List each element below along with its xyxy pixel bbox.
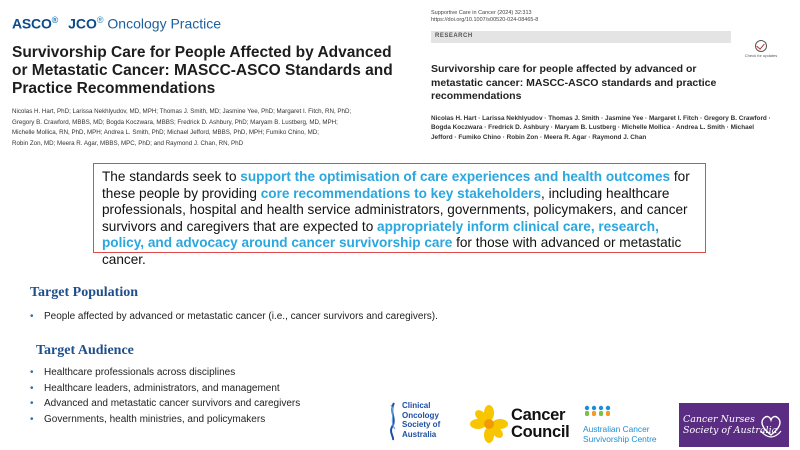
author-line: Robin Zon, MD; Meera R. Agar, MBBS, MPC, PhD; and Raymond J. Chan, RN, PhD [12,139,244,147]
journal-brand-row [12,10,407,36]
doi-link[interactable]: https://doi.org/10.1007/s00520-024-08465-8 [431,17,539,23]
list-item: • Healthcare professionals across disciplines [30,365,300,381]
jco-oncology-practice-logo: JCO® Oncology Practice [68,14,222,32]
heart-hands-icon [758,411,784,439]
right-paper-authors: Nicolas H. Hart · Larissa Nekhlyudov · Thomas J. Smith · Jasmine Yee · Margaret I. Fitch · Gregory B. Crawford · Bogda Koczwara · Fredrick D. Ashbury · Maryam B. Lustberg · Michelle Mollica · Andrea L. Smith · Michael Jefford · Fumiko Chino · Robin Zon · Meera R. Agar · Raymond J. Chan [431,114,771,142]
journal-citation: Supportive Care in Cancer (2024) 32:313 [431,10,532,16]
check-for-updates-badge[interactable]: Check for updates [748,40,774,62]
cosa-mark-icon [388,401,398,441]
cancer-council-logo: Cancer Council [470,404,570,444]
callout-text: for those with advanced or metastatic cancer. [102,235,682,267]
target-audience-list [30,365,300,427]
list-item: • Governments, health ministries, and policymakers [30,412,300,428]
right-paper-header [431,10,781,143]
callout-highlight: core recommendations to key stakeholders [260,185,542,201]
section-bar: RESEARCH [431,31,731,43]
list-item: • People affected by advanced or metastatic cancer (i.e., cancer survivors and caregivers). [30,311,438,322]
daffodil-icon [470,405,508,443]
callout-text: The standards seek to [102,169,241,184]
left-paper-header [12,10,407,149]
acsc-people-icon [583,405,613,417]
asco-logo: ASCO® [12,14,59,32]
callout-text: , including healthcare professionals, hospital and health service administrators, governments, policymakers, and cancer survivors and caregivers that are expected to [102,185,688,234]
callout-highlight: support the optimisation of care experiences and health outcomes [240,169,671,184]
target-population-list [30,311,438,322]
target-population-heading: Target Population [30,285,138,300]
standards-callout-box [93,163,706,267]
left-paper-title: Survivorship Care for People Affected by Advanced or Metastatic Cancer: MASCC-ASCO Standards and Practice Recommendations [12,44,393,97]
author-line: Nicolas H. Hart, PhD; Larissa Nekhlyudov, MD, MPH; Thomas J. Smith, MD; Jasmine Yee, PhD; Margaret I. Fitch, RN, PhD; [12,108,352,115]
author-line: Gregory B. Crawford, MBBS, MD; Bogda Koczwara, MBBS; Fredrick D. Ashbury, PhD; Maryam B. Lustberg, MD, MPH; [12,118,338,126]
author-line: Michelle Mollica, RN, PhD, MPH; Andrea L. Smith, PhD; Michael Jefford, MBBS, PhD, MPH; Fumiko Chino, MD; [12,129,319,136]
left-paper-authors [12,107,407,149]
check-icon [755,40,767,52]
callout-text: for these people by providing [102,169,690,201]
acsc-logo: Australian Cancer Survivorship Centre [583,404,683,444]
cancer-nurses-society-logo: Cancer Nurses Society of Australia [679,403,789,447]
right-paper-title: Survivorship care for people affected by advanced or metastatic cancer: MASCC-ASCO standards and practice recommendations [431,63,717,102]
callout-highlight: appropriately inform clinical care, research, policy, and advocacy around cancer survivorship care [102,218,659,251]
cosa-logo: Clinical Oncology Society of Australia [388,401,458,445]
list-item: • Healthcare leaders, administrators, and management [30,381,300,397]
list-item: • Advanced and metastatic cancer survivors and caregivers [30,396,300,412]
target-audience-heading: Target Audience [36,343,134,358]
